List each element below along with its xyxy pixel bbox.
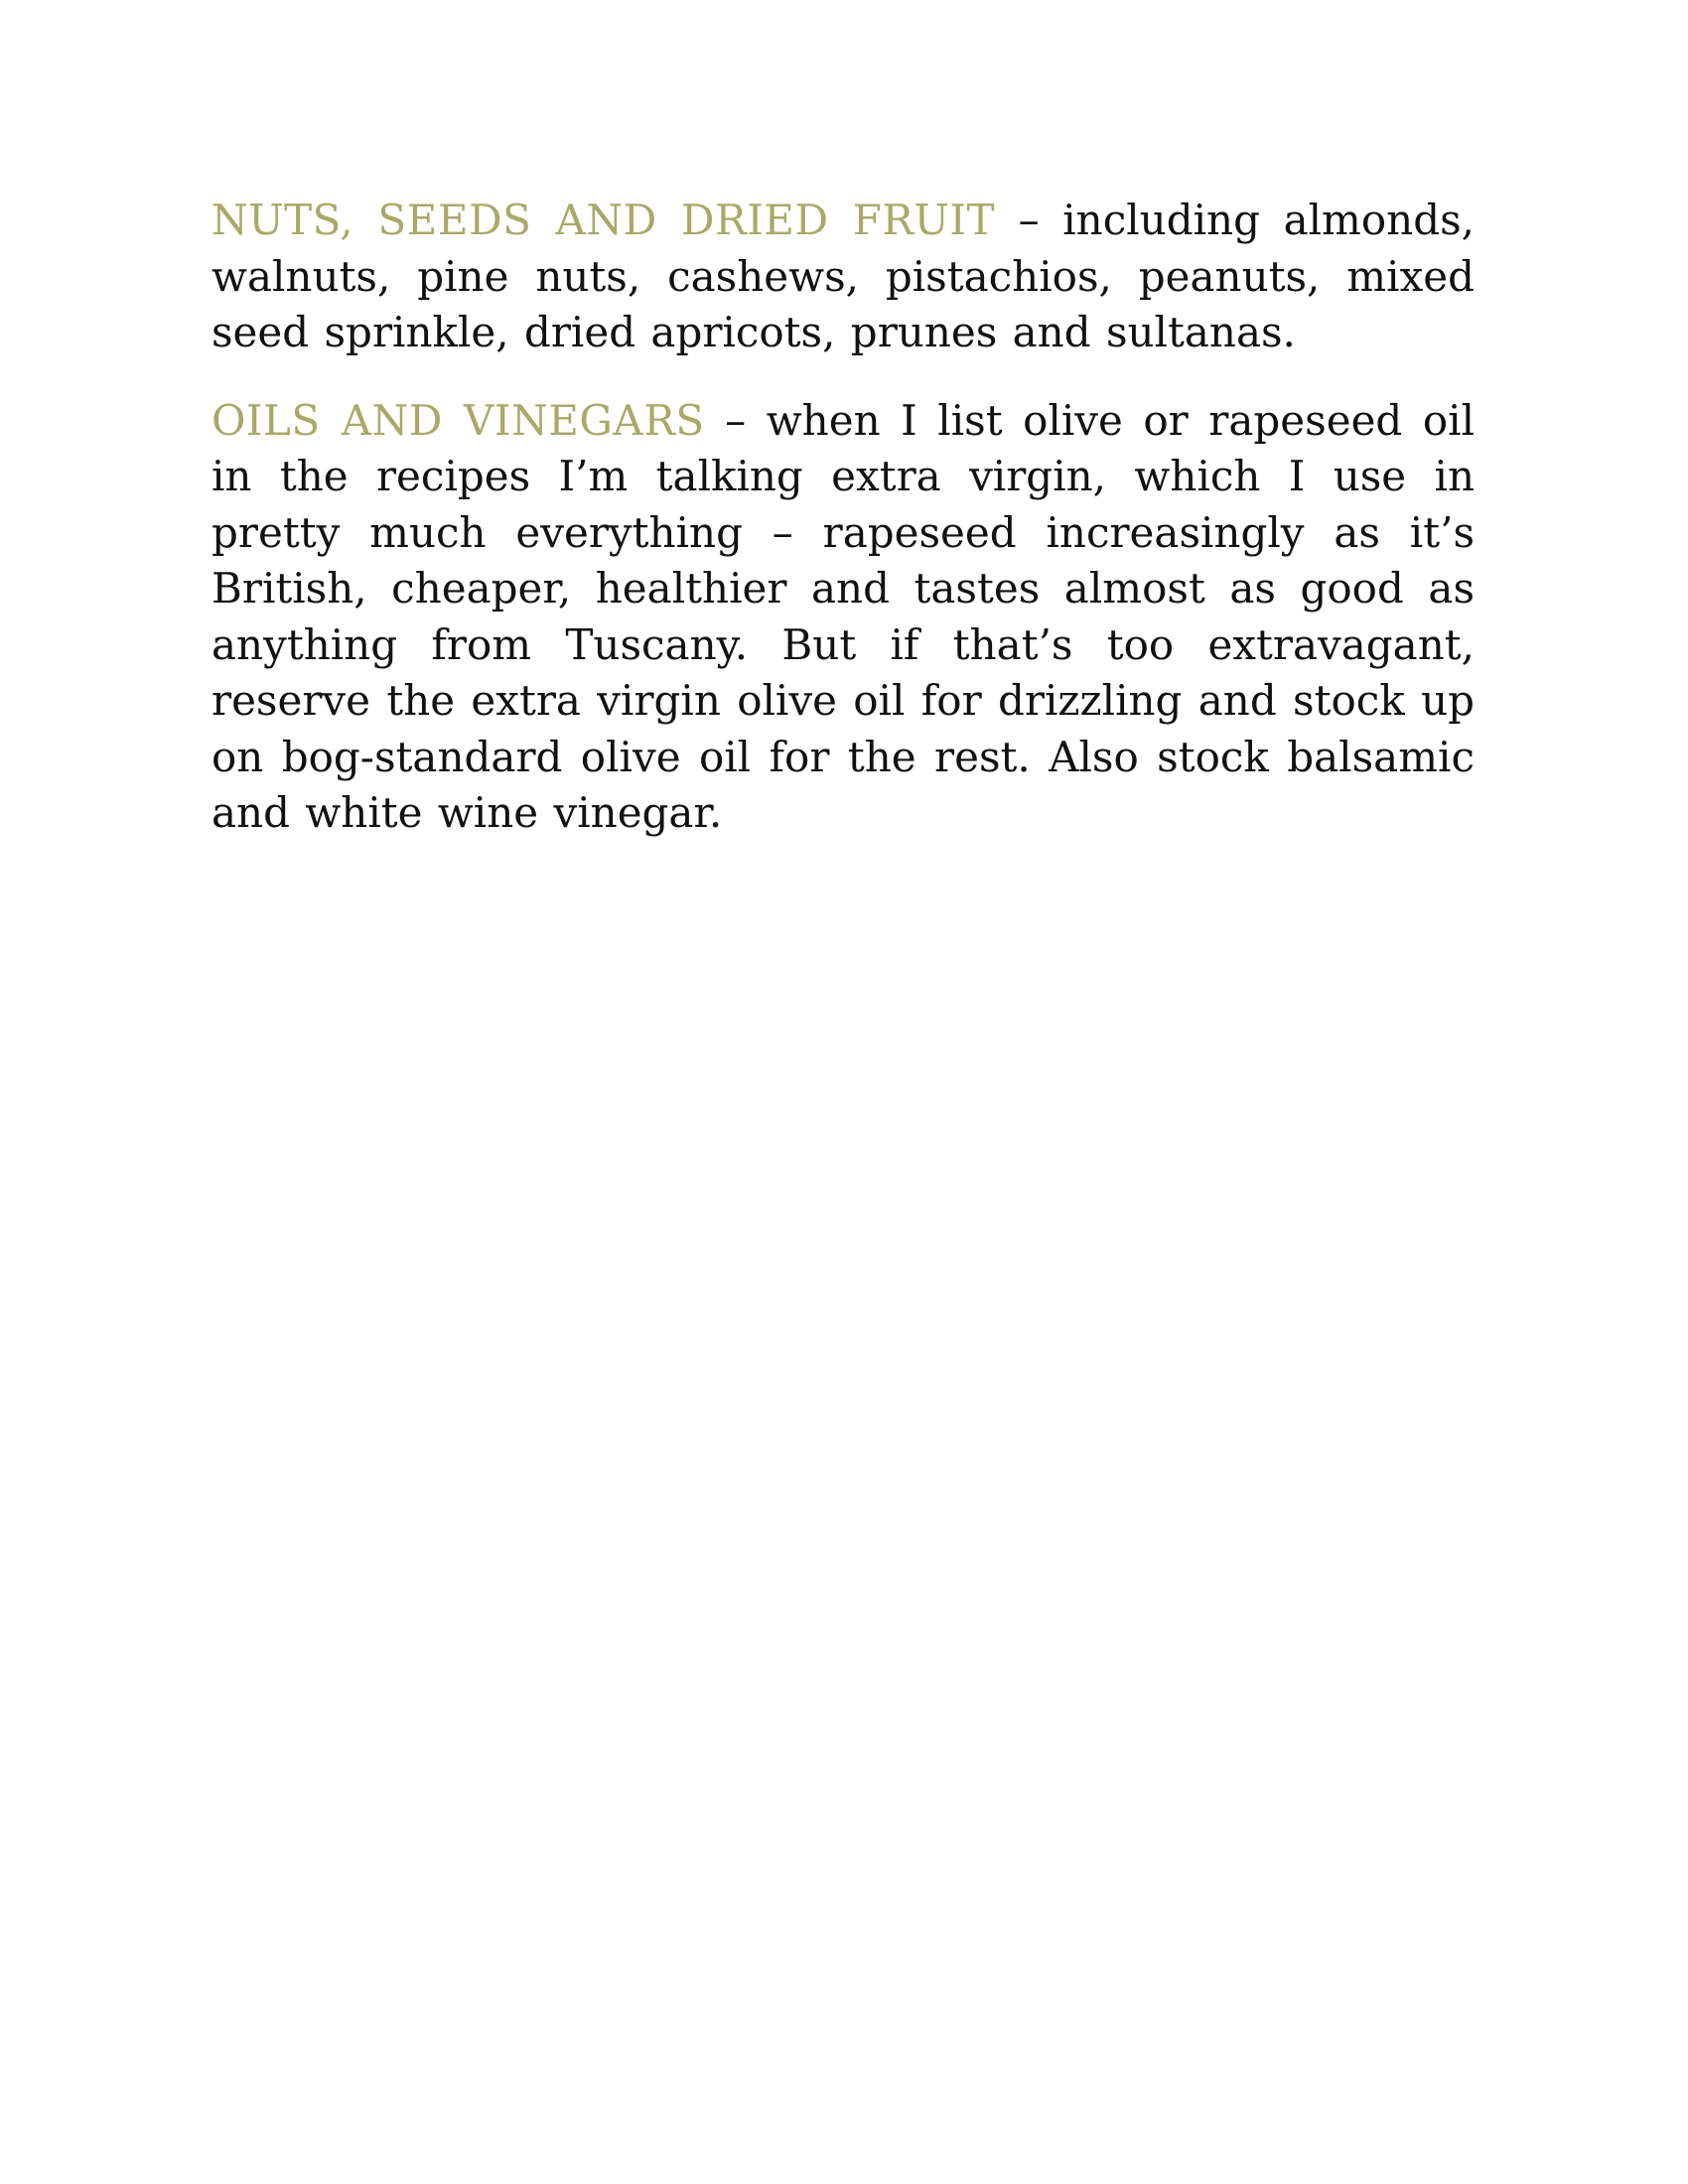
- section-nuts-seeds-dried-fruit: [211, 193, 1475, 361]
- section-body: – including almonds, walnuts, pine nuts, cashews, pistachios, peanuts, mixed seed sprinkle, dried apricots, prunes and sultanas.: [211, 196, 1476, 356]
- document-page: [211, 193, 1475, 874]
- section-oils-vinegars: [211, 393, 1475, 842]
- section-heading: NUTS, SEEDS AND DRIED FRUIT: [211, 196, 996, 244]
- section-heading: OILS AND VINEGARS: [211, 395, 705, 445]
- section-body: – when I list olive or rapeseed oil in the recipes I’m talking extra virgin, which I use in pretty much everything – rapeseed increasingly as it’s British, cheaper, healthier and tastes almost as good as anything from Tuscany. But if that’s too extravagant, reserve the extra virgin olive oil for drizzling and stock up on bog-standard olive oil for the rest. Also stock balsamic and white wine vinegar.: [211, 395, 1475, 837]
